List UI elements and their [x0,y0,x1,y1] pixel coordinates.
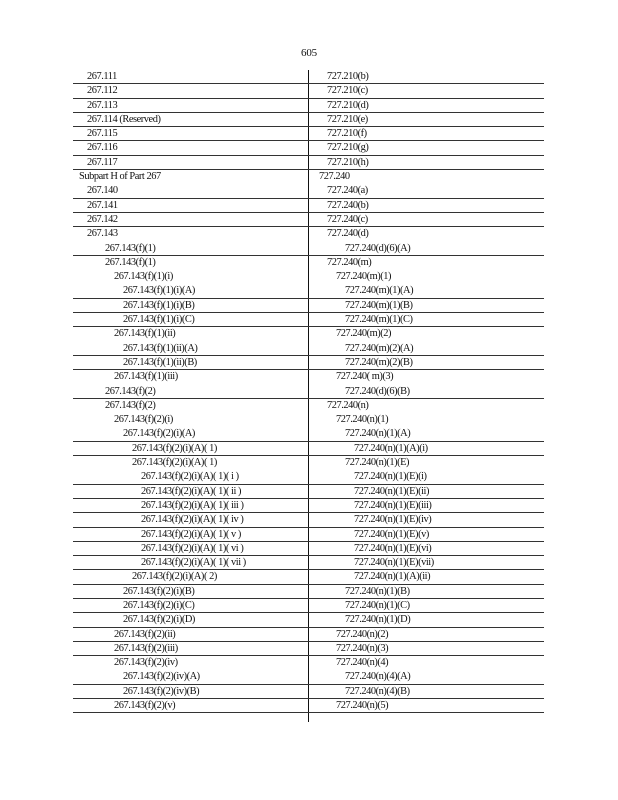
table-row [73,413,544,427]
table-row [73,99,544,113]
rcra-citation: 267.143(f)(2)(i)(B) [123,585,195,597]
rcra-citation: 267.143(f)(1)(i)(A) [123,285,195,297]
rcra-citation: 267.143(f)(2)(i)(A)( 1)( iv ) [141,514,244,526]
state-citation: 727.240(n)(1)(E)(iii) [354,499,432,511]
table-row [73,513,544,527]
table-row [73,642,544,656]
table-row [73,113,544,127]
table-row [73,370,544,384]
state-citation: 727.240(n)(2) [336,628,389,640]
table-row [73,585,544,599]
state-citation: 727.210(g) [327,142,369,154]
rcra-citation: 267.143(f)(2)(iv)(B) [123,685,200,697]
table-row [73,385,544,399]
rcra-citation: 267.140 [87,185,118,197]
rcra-citation: 267.143(f)(2)(i)(A)( 1) [132,457,217,469]
state-citation: 727.240( m)(3) [336,371,394,383]
state-citation: 727.240(n)(1)(B) [345,585,410,597]
state-citation: 727.240(m)(2)(B) [345,356,413,368]
state-citation: 727.240(n)(5) [336,700,389,712]
table-row [73,542,544,556]
page-number: 605 [301,47,317,59]
rcra-citation: 267.141 [87,199,118,211]
rcra-citation: 267.113 [87,99,118,111]
table-row [73,327,544,341]
table-row [73,141,544,155]
table-row [73,470,544,484]
state-citation: 727.240(n)(1) [336,414,389,426]
table-row [73,156,544,170]
table-row [73,84,544,98]
table-row [73,442,544,456]
rcra-citation: 267.143(f)(2)(i)(D) [123,614,195,626]
state-citation: 727.240(m)(1)(A) [345,285,414,297]
state-citation: 727.240(n)(1)(E) [345,457,410,469]
rcra-citation: 267.143(f)(1)(i)(C) [123,314,195,326]
rcra-citation: 267.143(f)(2)(iii) [114,642,178,654]
state-citation: 727.240(n)(1)(E)(i) [354,471,427,483]
table-row [73,499,544,513]
rcra-citation: 267.143(f)(2)(i) [114,414,173,426]
state-citation: 727.240(m)(1)(B) [345,299,413,311]
rcra-citation: 267.143(f)(2)(i)(C) [123,599,195,611]
rcra-citation: 267.115 [87,128,118,140]
rcra-citation: 267.117 [87,156,118,168]
state-citation: 727.240(n)(4)(B) [345,685,410,697]
state-citation: 727.240(n)(1)(E)(v) [354,528,429,540]
state-citation: 727.240(m) [327,256,372,268]
rcra-citation: 267.143(f)(2)(i)(A)( 1) [132,442,217,454]
table-row [73,485,544,499]
rcra-citation: 267.143(f)(2)(v) [114,700,176,712]
rcra-citation: Subpart H of Part 267 [79,171,161,183]
table-row [73,70,544,84]
rcra-citation: 267.143(f)(2)(i)(A)( 1)( v ) [141,528,241,540]
rcra-citation: 267.143(f)(2)(i)(A)( 2) [132,571,217,583]
state-citation: 727.240(m)(2) [336,328,392,340]
table-row [73,127,544,141]
table-row [73,656,544,670]
rcra-citation: 267.114 (Reserved) [87,113,161,125]
state-citation: 727.240(m)(1)(C) [345,314,413,326]
state-citation: 727.240(a) [327,185,368,197]
state-citation: 727.240(n)(4)(A) [345,671,411,683]
state-citation: 727.240(n) [327,399,369,411]
table-row [73,299,544,313]
table-row [73,570,544,584]
table-row [73,213,544,227]
state-citation: 727.210(b) [327,71,369,82]
rcra-citation: 267.143(f)(2)(iv)(A) [123,671,200,683]
table-row [73,556,544,570]
table-row [73,184,544,198]
rcra-citation: 267.143(f)(2)(iv) [114,657,178,669]
rcra-citation: 267.143(f)(2) [105,399,156,411]
rcra-citation: 267.143(f)(1) [105,256,156,268]
table-row [73,256,544,270]
table-row [73,399,544,413]
table-row [73,699,544,713]
state-citation: 727.240(n)(1)(C) [345,599,410,611]
state-citation: 727.240(c) [327,213,368,225]
table-row [73,356,544,370]
state-citation: 727.240(n)(1)(A)(i) [354,442,428,454]
state-citation: 727.240(d) [327,228,369,240]
rcra-citation: 267.143(f)(1)(i)(B) [123,299,195,311]
rcra-citation: 267.143(f)(2)(i)(A) [123,428,195,440]
rcra-citation: 267.143(f)(1)(ii)(A) [123,342,198,354]
state-citation: 727.240(n)(1)(A)(ii) [354,571,431,583]
rcra-citation: 267.143(f)(2)(i)(A)( 1)( i ) [141,471,239,483]
rcra-citation: 267.143(f)(2)(ii) [114,628,176,640]
rcra-citation: 267.111 [87,71,117,82]
state-citation: 727.210(c) [327,85,368,97]
state-citation: 727.240(n)(3) [336,642,389,654]
table-row [73,670,544,684]
state-citation: 727.240 [319,171,350,183]
state-citation: 727.240(m)(2)(A) [345,342,414,354]
rcra-citation: 267.143(f)(2)(i)(A)( 1)( ii ) [141,485,242,497]
rcra-citation: 267.143(f)(2)(i)(A)( 1)( vi ) [141,542,244,554]
state-citation: 727.240(n)(1)(D) [345,614,411,626]
rcra-citation: 267.143(f)(2) [105,385,156,397]
table-row [73,284,544,298]
rcra-citation: 267.112 [87,85,118,97]
rcra-citation: 267.143(f)(2)(i)(A)( 1)( vii ) [141,557,246,569]
rcra-citation: 267.116 [87,142,118,154]
table-row [73,599,544,613]
state-citation: 727.240(d)(6)(B) [345,385,410,397]
table-row [73,242,544,256]
rcra-citation: 267.143(f)(1)(ii) [114,328,176,340]
parallel-citation-table [73,70,544,713]
table-row [73,456,544,470]
table-row [73,427,544,441]
table-row [73,199,544,213]
table-row [73,170,544,184]
state-citation: 727.240(m)(1) [336,271,392,283]
rcra-citation: 267.143(f)(1)(ii)(B) [123,356,197,368]
state-citation: 727.240(n)(1)(E)(ii) [354,485,429,497]
state-citation: 727.210(h) [327,156,369,168]
table-row [73,628,544,642]
state-citation: 727.240(b) [327,199,369,211]
state-citation: 727.210(e) [327,113,368,125]
state-citation: 727.210(d) [327,99,369,111]
table-row [73,342,544,356]
state-citation: 727.240(n)(1)(A) [345,428,411,440]
state-citation: 727.240(n)(1)(E)(vii) [354,557,434,569]
state-citation: 727.240(n)(1)(E)(vi) [354,542,432,554]
table-row [73,313,544,327]
rcra-citation: 267.142 [87,213,118,225]
table-row [73,613,544,627]
rcra-citation: 267.143(f)(1)(i) [114,271,173,283]
rcra-citation: 267.143(f)(1)(iii) [114,371,178,383]
state-citation: 727.210(f) [327,128,367,140]
table-row [73,227,544,241]
rcra-citation: 267.143(f)(2)(i)(A)( 1)( iii ) [141,499,244,511]
state-citation: 727.240(d)(6)(A) [345,242,411,254]
state-citation: 727.240(n)(4) [336,657,389,669]
table-row [73,270,544,284]
state-citation: 727.240(n)(1)(E)(iv) [354,514,432,526]
rcra-citation: 267.143(f)(1) [105,242,156,254]
rcra-citation: 267.143 [87,228,118,240]
table-row [73,685,544,699]
table-row [73,528,544,542]
